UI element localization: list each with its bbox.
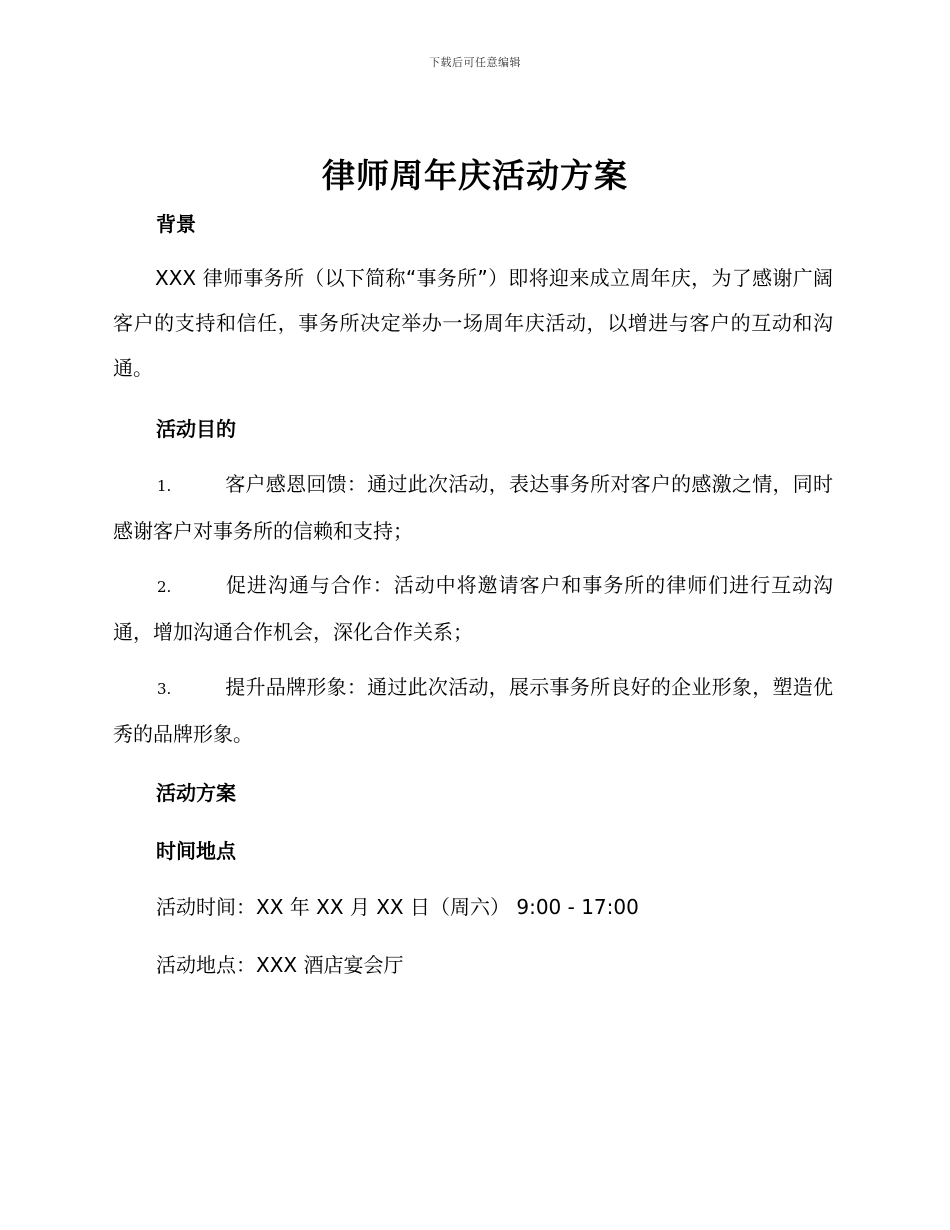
list-item-text: 客户感恩回馈：通过此次活动，表达事务所对客户的感激之情，同时感谢客户对事务所的信赖和支持； [113, 472, 833, 543]
list-number: 3. [157, 680, 172, 698]
purpose-list-item [113, 462, 833, 554]
list-item-text: 提升品牌形象：通过此次活动，展示事务所良好的企业形象，塑造优秀的品牌形象。 [113, 675, 833, 746]
document-title: 律师周年庆活动方案 [322, 156, 628, 195]
heading-time-place: 时间地点 [156, 839, 236, 863]
list-item-text: 促进沟通与合作：活动中将邀请客户和事务所的律师们进行互动沟通，增加沟通合作机会，深化合作关系； [113, 573, 833, 644]
purpose-list-item [113, 665, 833, 757]
heading-background: 背景 [156, 212, 196, 236]
heading-purpose: 活动目的 [156, 417, 236, 441]
page-header-note: 下载后可任意编辑 [429, 56, 521, 69]
background-paragraph [113, 256, 833, 391]
activity-time-line: 活动时间：XX 年 XX 月 XX 日（周六） 9:00 - 17:00 [156, 895, 639, 919]
purpose-list-item [113, 563, 833, 655]
list-number: 1. [157, 477, 172, 495]
list-number: 2. [157, 578, 172, 596]
background-text: XXX 律师事务所（以下简称“事务所”）即将迎来成立周年庆，为了感谢广阔客户的支持和信任，事务所决定举办一场周年庆活动，以增进与客户的互动和沟通。 [113, 266, 833, 380]
activity-place-line: 活动地点：XXX 酒店宴会厅 [156, 953, 404, 977]
heading-plan: 活动方案 [156, 781, 236, 805]
